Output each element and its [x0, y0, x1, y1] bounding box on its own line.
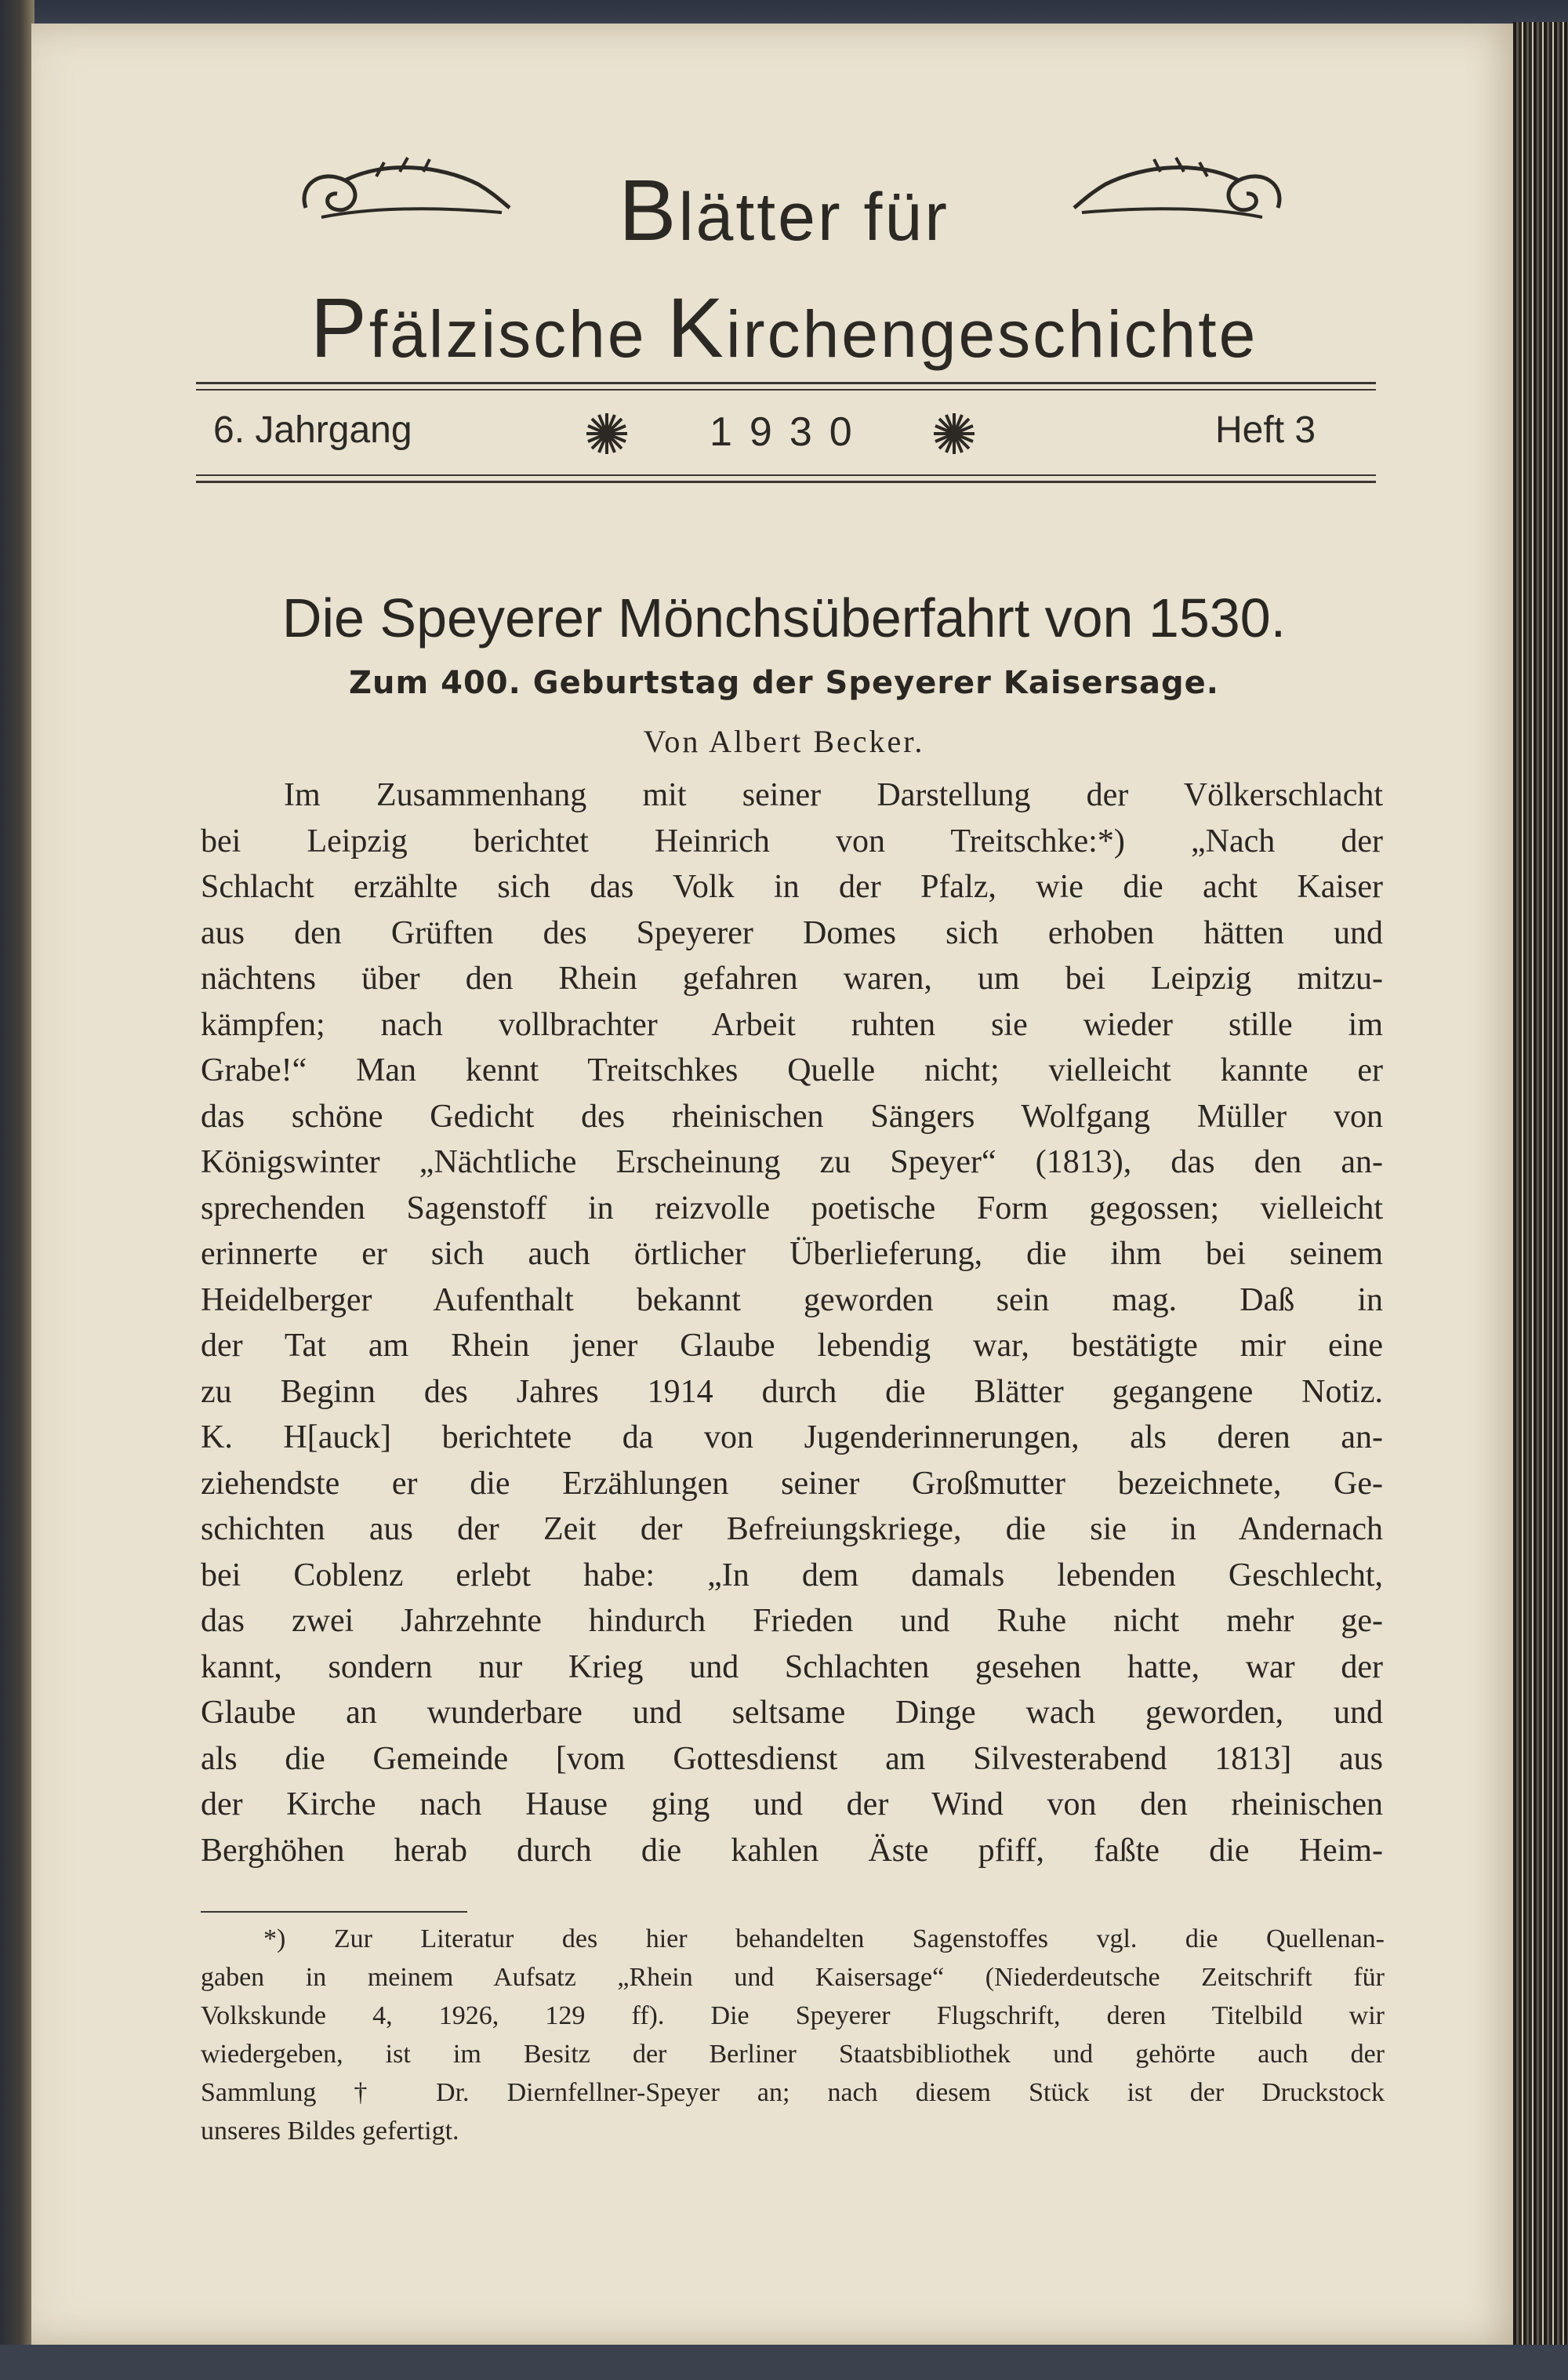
body-line: Heidelberger Aufenthalt bekannt geworden sein mag. Daß in: [201, 1281, 1383, 1318]
masthead-line2-mid: fälzische: [368, 297, 667, 371]
body-line: Im Zusammenhang mit seiner Darstellung der Völkerschlacht: [284, 777, 1383, 813]
body-line: Grabe!“ Man kennt Treitschkes Quelle nicht; vielleicht kannte er: [201, 1052, 1383, 1088]
footnote-line: Sammlung † Dr. Diernfellner-Speyer an; nach diesem Stück ist der Druckstock: [201, 2078, 1385, 2107]
body-line: kämpfen; nach vollbrachter Arbeit ruhten sie wieder stille im: [201, 1006, 1383, 1043]
footnotes: [201, 1920, 1385, 2150]
footnote-line: wiedergeben, ist im Besitz der Berliner Staatsbibliothek und gehörte auch der: [201, 2040, 1385, 2069]
masthead-line1: [0, 161, 1568, 260]
body-line: Berghöhen herab durch die kahlen Äste pfiff, faßte die Heim-: [201, 1832, 1383, 1869]
body-line: der Kirche nach Hause ging und der Wind von den rheinischen: [201, 1786, 1383, 1822]
footnote-line: gaben in meinem Aufsatz „Rhein und Kaisersage“ (Niederdeutsche Zeitschrift für: [201, 1963, 1385, 1992]
rule-top-2: [196, 389, 1376, 391]
body-line: K. H[auck] berichtete da von Jugenderinnerungen, als deren an-: [201, 1419, 1383, 1455]
article-author: Von Albert Becker.: [643, 724, 925, 759]
body-line: aus den Grüften des Speyerer Domes sich erhoben hätten und: [201, 914, 1383, 951]
body-line: bei Coblenz erlebt habe: „In dem damals lebenden Geschlecht,: [201, 1557, 1383, 1593]
rule-top-1: [196, 382, 1376, 384]
masthead-line1-rest: lätter für: [678, 180, 949, 255]
body-text: [201, 772, 1383, 1873]
article-subtitle: Zum 400. Geburtstag der Speyerer Kaisersage.: [349, 665, 1219, 701]
footnote-line: unseres Bildes gefertigt.: [201, 2117, 459, 2146]
issue-row: [213, 404, 1358, 467]
body-line: das schöne Gedicht des rheinischen Sängers Wolfgang Müller von: [201, 1098, 1383, 1135]
body-line: bei Leipzig berichtet Heinrich von Treitschke:*) „Nach der: [201, 823, 1383, 859]
body-line: ziehendste er die Erzählungen seiner Großmutter bezeichnete, Ge-: [201, 1465, 1383, 1502]
footnote-line: Volkskunde 4, 1926, 129 ff). Die Speyerer Flugschrift, deren Titelbild wir: [201, 2001, 1385, 2030]
masthead-line2: [0, 278, 1568, 376]
masthead-initial-p: P: [310, 280, 369, 375]
body-line: Königswinter „Nächtliche Erscheinung zu Speyer“ (1813), das den an-: [201, 1144, 1383, 1180]
body-line: der Tat am Rhein jener Glaube lebendig war, bestätigte mir eine: [201, 1328, 1383, 1364]
rule-bottom-1: [196, 474, 1376, 476]
masthead-line2-rest: irchengeschichte: [725, 297, 1258, 371]
body-line: schichten aus der Zeit der Befreiungskriege, die sie in Andernach: [201, 1511, 1383, 1547]
masthead-initial-k: K: [666, 280, 726, 375]
year-label: 1930: [710, 409, 869, 455]
article-title: Die Speyerer Mönchsüberfahrt von 1530.: [281, 587, 1287, 649]
footnote-rule: [201, 1911, 467, 1913]
body-line: Schlacht erzählte sich das Volk in der Pfalz, wie die acht Kaiser: [201, 869, 1383, 905]
footnote-line: *) Zur Literatur des hier behandelten Sagenstoffes vgl. die Quellenan-: [263, 1924, 1385, 1953]
bottom-strip: [0, 2345, 1568, 2380]
body-line: Glaube an wunderbare und seltsame Dinge wach geworden, und: [201, 1695, 1383, 1731]
body-line: als die Gemeinde [vom Gottesdienst am Silvesterabend 1813] aus: [201, 1740, 1383, 1777]
body-line: kannt, sondern nur Krieg und Schlachten gesehen hatte, war der: [201, 1648, 1383, 1685]
body-line: sprechenden Sagenstoff in reizvolle poetische Form gegossen; vielleicht: [201, 1190, 1383, 1226]
heft-label: Heft 3: [1215, 409, 1316, 451]
rule-bottom-2: [196, 481, 1376, 483]
body-line: das zwei Jahrzehnte hindurch Frieden und Ruhe nicht mehr ge-: [201, 1603, 1383, 1639]
volume-label: 6. Jahrgang: [213, 409, 412, 451]
asterisk-ornament-icon: [583, 410, 630, 457]
body-line: nächtens über den Rhein gefahren waren, um bei Leipzig mitzu-: [201, 961, 1383, 997]
body-line: zu Beginn des Jahres 1914 durch die Blätter gegangene Notiz.: [201, 1373, 1383, 1410]
asterisk-ornament-icon: [931, 410, 978, 457]
masthead-initial-b: B: [619, 162, 679, 259]
body-line: erinnerte er sich auch örtlicher Überlieferung, die ihm bei seinem: [201, 1236, 1383, 1272]
